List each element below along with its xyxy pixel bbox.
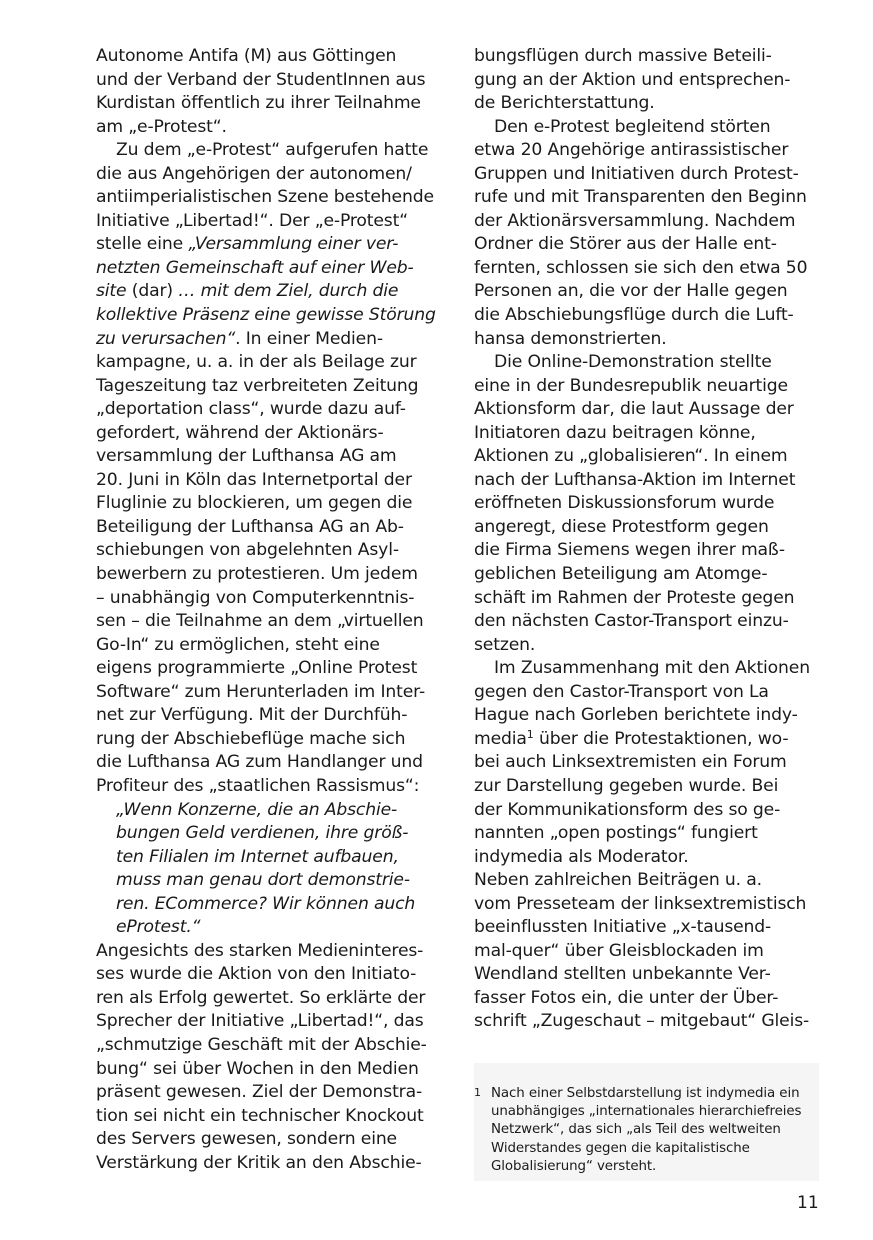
footnote-text [491,1085,819,1176]
text-line: Angesichts des starken Medieninteres- [96,940,424,961]
blockquote-line: muss man genau dort demonstrie- [116,870,410,891]
footnote-line: unabhängiges „internationales hierarchiefreies [491,1104,802,1120]
text-line: geblichen Beteiligung am Atomge- [474,564,768,585]
text-line: der Kommunikationsform des so ge- [474,799,781,820]
text-line: fasser Fotos ein, die unter der Über- [474,987,779,1008]
text-line: Personen an, die vor der Halle gegen [474,281,788,302]
quote-run: site [96,281,127,302]
text-line: Fluglinie zu blockieren, um gegen die [96,493,413,514]
text-line: gegen den Castor-Transport von La [474,681,769,702]
right-column [474,45,819,1034]
quote-run: … mit dem Ziel, durch die [178,281,399,302]
quote-run: zu verursachen“ [96,328,236,349]
text-line: die aus Angehörigen der autonomen/ [96,163,412,184]
text-line: Gruppen und Initiativen durch Protest- [474,163,799,184]
text-line: kampagne, u. a. in der als Beilage zur [96,352,417,373]
text-run: stelle eine [96,234,189,255]
text-line: Go-In“ zu ermöglichen, steht eine [96,634,380,655]
text-line: die Firma Siemens wegen ihrer maß- [474,540,785,561]
text-line: schäft im Rahmen der Proteste gegen [474,587,795,608]
quote-run: „Versammlung einer ver- [188,234,399,255]
text-line: Verstärkung der Kritik an den Abschie- [96,1152,422,1173]
footnote-line: Globalisierung“ versteht. [491,1158,657,1174]
text-line: tion sei nicht ein technischer Knockout [96,1105,424,1126]
text-line: bei auch Linksextremisten ein Forum [474,752,787,773]
text-line: Tageszeitung taz verbreiteten Zeitung [96,375,419,396]
blockquote-line: ren. ECommerce? Wir können auch [116,893,416,914]
text-line: Autonome Antifa (M) aus Göttingen [96,46,397,66]
text-line: beeinflussten Initiative „x-tausend- [474,917,772,938]
text-line: hansa demonstrierten. [474,328,667,349]
text-line: bung“ sei über Wochen in den Medien [96,1058,419,1079]
text-line: Wendland stellten unbekannte Ver- [474,964,771,985]
text-line: ses wurde die Aktion von den Initiato- [96,964,417,985]
text-line: die Lufthansa AG zum Handlanger und [96,752,423,773]
text-line: setzen. [474,634,536,655]
text-line: eigens programmierte „Online Protest [96,658,418,679]
text-line: indymedia als Moderator. [474,846,689,867]
footnote-reference[interactable]: 1 [526,727,534,741]
text-line [96,328,441,352]
text-line: am „e-Protest“. [96,116,227,137]
text-line: Neben zahlreichen Beiträgen u. a. [474,870,762,891]
text-line [474,728,819,752]
text-run: über die Protestaktionen, wo- [533,728,789,749]
text-line: Profiteur des „staatlichen Rassismus“: [96,775,420,796]
text-line: versammlung der Lufthansa AG am [96,446,397,467]
text-line: bewerbern zu protestieren. Um jedem [96,564,418,585]
text-line: Im Zusammenhang mit den Aktionen [494,658,810,679]
text-line: vom Presseteam der linksextremistisch [474,893,807,914]
footnote-line: Widerstandes gegen die kapitalistische [491,1140,750,1156]
text-line: und der Verband der StudentInnen aus [96,69,426,90]
page-number: 11 [797,1193,819,1213]
text-line: Beteiligung der Lufthansa AG an Ab- [96,516,404,537]
blockquote-line: ten Filialen im Internet aufbauen, [116,846,399,867]
text-line: mal-quer“ über Gleisblockaden im [474,940,764,961]
text-line: de Berichterstattung. [474,93,655,114]
text-run: . In einer Medien- [235,328,383,349]
text-line: etwa 20 Angehörige antirassistischer [474,140,789,161]
text-line: Den e-Protest begleitend störten [494,116,771,137]
text-line: gung an der Aktion und entsprechen- [474,69,791,90]
text-line: angeregt, diese Protestform gegen [474,516,769,537]
text-line: Ordner die Störer aus der Halle ent- [474,234,777,255]
left-column [96,45,441,1175]
text-line [96,233,441,257]
text-line: Aktionen zu „globalisieren“. In einem [474,446,788,467]
text-line: rung der Abschiebeflüge mache sich [96,728,406,749]
text-line: des Servers gewesen, sondern eine [96,1129,397,1150]
text-line: netzten Gemeinschaft auf einer Web- [96,257,414,278]
text-line: fernten, schlossen sie sich den etwa 50 [474,257,808,278]
text-line: Aktionsform dar, die laut Aussage der [474,399,794,420]
text-line: Die Online-Demonstration stellte [494,352,772,373]
text-line: Initiatoren dazu beitragen könne, [474,422,756,443]
text-line: bungsflügen durch massive Beteili- [474,46,772,66]
text-line: sen – die Teilnahme an dem „virtuellen [96,611,424,632]
text-line: – unabhängig von Computerkenntnis- [96,587,415,608]
text-line: der Aktionärsversammlung. Nachdem [474,210,796,231]
text-line: präsent gewesen. Ziel der Demonstra- [96,1082,423,1103]
text-line: die Abschiebungsflüge durch die Luft- [474,305,794,326]
text-run: media [474,728,527,749]
text-line: Sprecher der Initiative „Libertad!“, das [96,1011,424,1032]
footnote-number: 1 [474,1086,481,1099]
text-line: nannten „open postings“ fungiert [474,823,758,844]
text-line: antiimperialistischen Szene bestehende [96,187,434,208]
text-line: kollektive Präsenz eine gewisse Störung [96,305,436,326]
blockquote-line: bungen Geld verdienen, ihre größ- [116,823,409,844]
text-line: gefordert, während der Aktionärs- [96,422,384,443]
text-line: eröffneten Diskussionsforum wurde [474,493,775,514]
text-line [96,280,441,304]
footnote [474,1063,819,1181]
text-line: Initiative „Libertad!“. Der „e-Protest“ [96,210,408,231]
text-line: „schmutzige Geschäft mit der Abschie- [96,1034,427,1055]
text-line: Kurdistan öffentlich zu ihrer Teilnahme [96,93,421,114]
text-line: schrift „Zugeschaut – mitgebaut“ Gleis- [474,1011,810,1032]
text-line: Zu dem „e-Protest“ aufgerufen hatte [116,140,429,161]
blockquote-line: „Wenn Konzerne, die an Abschie- [116,799,398,820]
text-line: nach der Lufthansa-Aktion im Internet [474,469,796,490]
text-run: (dar) [126,281,179,302]
text-line: rufe und mit Transparenten den Beginn [474,187,807,208]
text-line: den nächsten Castor-Transport einzu- [474,611,789,632]
text-line: schiebungen von abgelehnten Asyl- [96,540,399,561]
text-line: ren als Erfolg gewertet. So erklärte der [96,987,426,1008]
text-line: „deportation class“, wurde dazu auf- [96,399,406,420]
text-line: net zur Verfügung. Mit der Durchfüh- [96,705,408,726]
text-line: Hague nach Gorleben berichtete indy- [474,705,798,726]
blockquote-line: eProtest.“ [116,917,201,938]
footnote-line: Nach einer Selbstdarstellung ist indymedia ein [491,1086,800,1101]
text-line: Software“ zum Herunterladen im Inter- [96,681,426,702]
footnote-line: Netzwerk“, das sich „als Teil des weltweiten [491,1122,781,1138]
text-line: eine in der Bundesrepublik neuartige [474,375,788,396]
text-line: 20. Juni in Köln das Internetportal der [96,469,412,490]
text-line: zur Darstellung gegeben wurde. Bei [474,775,779,796]
